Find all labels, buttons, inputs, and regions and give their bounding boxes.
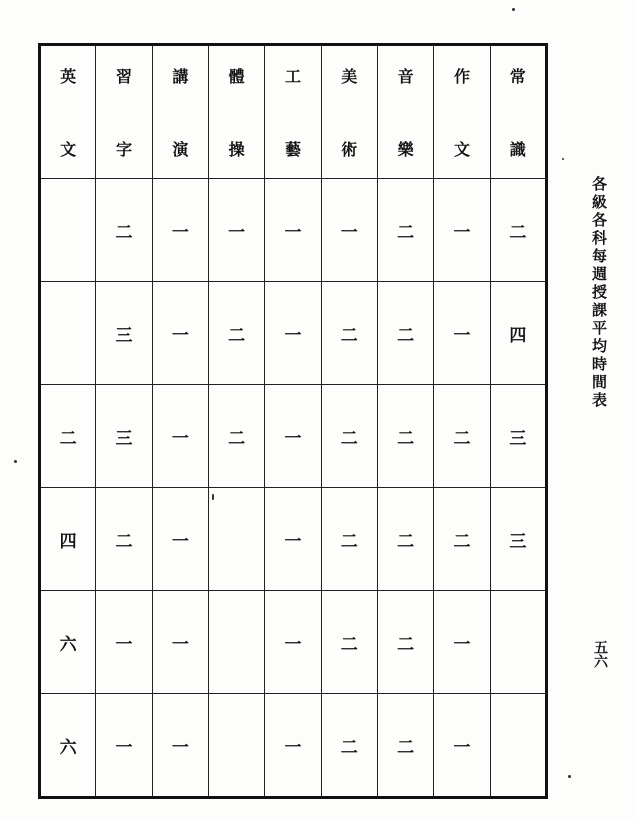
table-cell: 一 xyxy=(152,488,208,591)
table-cell xyxy=(208,591,264,694)
table-cell: 三 xyxy=(96,385,152,488)
table-cell: 三 xyxy=(96,282,152,385)
table-row xyxy=(40,591,547,694)
table-cell xyxy=(40,282,96,385)
table-cell: 二 xyxy=(321,591,377,694)
table-cell: 三 xyxy=(490,488,546,591)
print-speck xyxy=(212,494,214,500)
table-cell: 一 xyxy=(434,282,490,385)
table-cell: 二 xyxy=(321,282,377,385)
table-cell: 四 xyxy=(490,282,546,385)
table-cell: 一 xyxy=(152,179,208,282)
table-row xyxy=(40,385,547,488)
col-header-craft xyxy=(265,45,321,179)
table-cell: 六 xyxy=(40,591,96,694)
print-speck xyxy=(512,8,515,11)
header-char: 音 xyxy=(397,67,414,86)
header-char: 體 xyxy=(228,67,245,86)
table-row xyxy=(40,488,547,591)
table-cell: 二 xyxy=(434,488,490,591)
header-char: 藝 xyxy=(284,140,301,159)
header-char: 演 xyxy=(172,140,189,159)
table-cell: 一 xyxy=(321,179,377,282)
table-cell: 一 xyxy=(152,591,208,694)
table-cell: 一 xyxy=(265,488,321,591)
table-cell: 二 xyxy=(377,179,433,282)
table-cell: 一 xyxy=(96,591,152,694)
table-cell: 四 xyxy=(40,488,96,591)
header-row xyxy=(40,45,547,179)
table-cell: 一 xyxy=(434,179,490,282)
table-cell: 一 xyxy=(265,385,321,488)
header-char: 習 xyxy=(115,67,132,86)
table-cell: 一 xyxy=(265,282,321,385)
table-cell: 二 xyxy=(377,488,433,591)
table-cell: 一 xyxy=(265,591,321,694)
table-cell: 一 xyxy=(96,694,152,798)
table-cell: 二 xyxy=(434,385,490,488)
table-cell: 六 xyxy=(40,694,96,798)
table-cell xyxy=(208,694,264,798)
col-header-art xyxy=(321,45,377,179)
header-char: 工 xyxy=(284,67,301,86)
table-cell: 二 xyxy=(321,694,377,798)
header-char: 美 xyxy=(341,67,358,86)
table-cell xyxy=(490,694,546,798)
col-header-music xyxy=(377,45,433,179)
header-char: 字 xyxy=(115,140,132,159)
table-cell: 一 xyxy=(152,282,208,385)
table-cell: 二 xyxy=(377,694,433,798)
table-cell: 二 xyxy=(96,179,152,282)
table-cell: 三 xyxy=(490,385,546,488)
table-cell xyxy=(40,179,96,282)
table-cell: 二 xyxy=(377,282,433,385)
col-header-pe xyxy=(208,45,264,179)
header-char: 常 xyxy=(509,67,526,86)
table-cell: 一 xyxy=(434,591,490,694)
table-cell: 一 xyxy=(265,694,321,798)
table-cell: 二 xyxy=(96,488,152,591)
table-cell: 二 xyxy=(321,488,377,591)
table-cell: 二 xyxy=(490,179,546,282)
table-cell: 一 xyxy=(152,385,208,488)
header-char: 文 xyxy=(60,140,77,159)
table-cell: 二 xyxy=(40,385,96,488)
col-header-calligraphy xyxy=(96,45,152,179)
page-number: 五六 xyxy=(592,640,608,668)
header-char: 操 xyxy=(228,140,245,159)
header-char: 作 xyxy=(453,67,470,86)
header-char: 識 xyxy=(509,140,526,159)
table-row xyxy=(40,179,547,282)
table-row xyxy=(40,694,547,798)
schedule-table xyxy=(38,43,548,799)
print-speck xyxy=(568,775,571,778)
table-cell: 二 xyxy=(208,282,264,385)
table-cell: 一 xyxy=(208,179,264,282)
col-header-english xyxy=(40,45,96,179)
table-row xyxy=(40,282,547,385)
table-cell: 一 xyxy=(265,179,321,282)
table-cell: 二 xyxy=(377,385,433,488)
table-title-vertical: 各級各科每週授課平均時間表 xyxy=(590,176,608,410)
table-cell xyxy=(208,488,264,591)
col-header-speech xyxy=(152,45,208,179)
table-cell: 二 xyxy=(377,591,433,694)
print-speck xyxy=(14,460,17,463)
table-cell: 一 xyxy=(434,694,490,798)
table-cell: 二 xyxy=(321,385,377,488)
table-cell: 一 xyxy=(152,694,208,798)
header-char: 英 xyxy=(60,67,77,86)
col-header-composition xyxy=(434,45,490,179)
header-char: 樂 xyxy=(397,140,414,159)
print-speck xyxy=(562,158,564,160)
table-cell xyxy=(490,591,546,694)
col-header-common xyxy=(490,45,546,179)
table-cell: 二 xyxy=(208,385,264,488)
header-char: 講 xyxy=(172,67,189,86)
header-char: 術 xyxy=(341,140,358,159)
header-char: 文 xyxy=(453,140,470,159)
